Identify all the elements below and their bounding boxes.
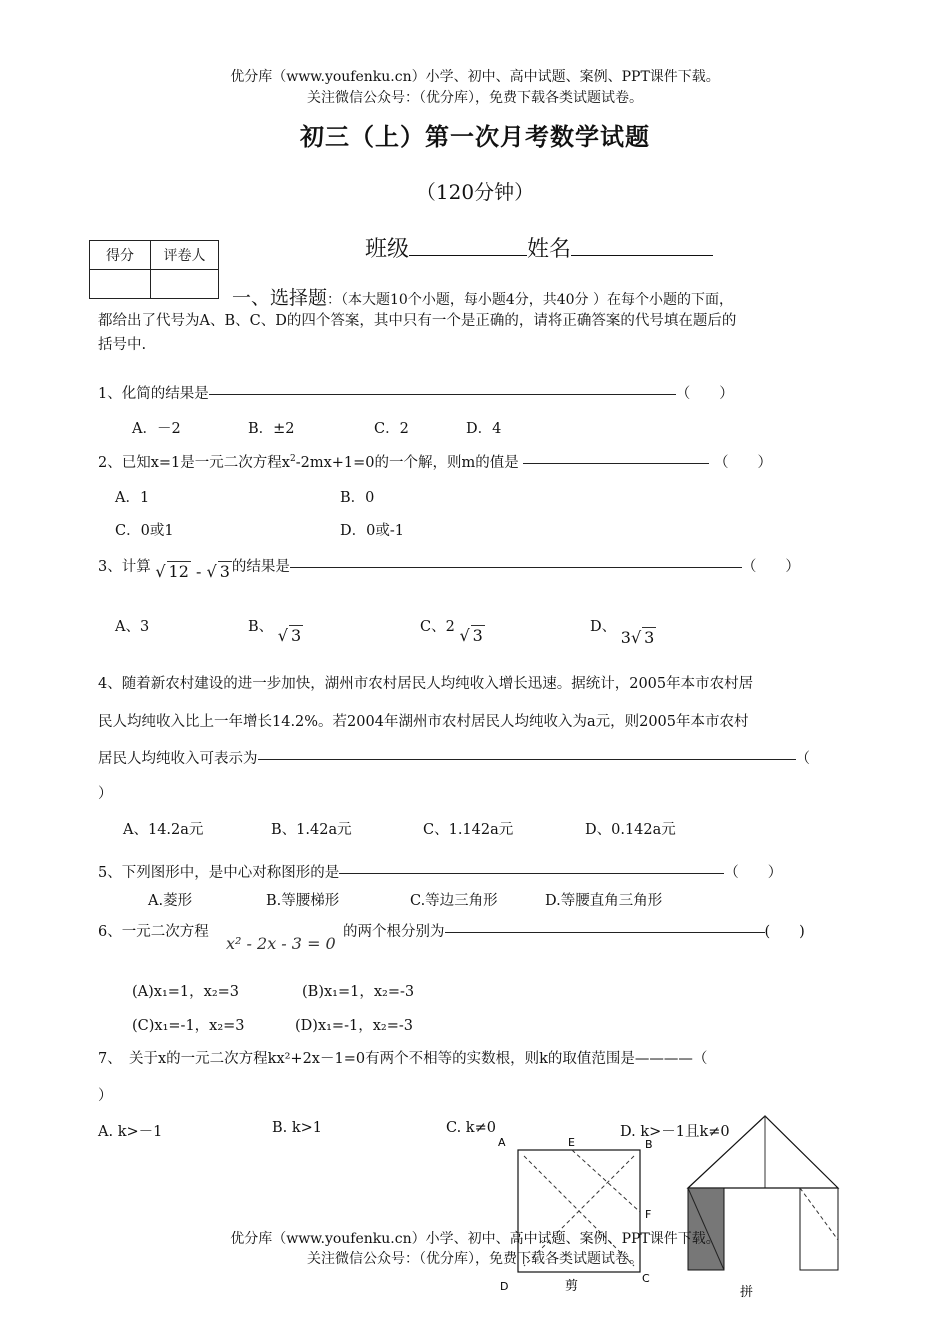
- q2-leader: [523, 463, 709, 464]
- q4-option-c[interactable]: C、1.142a元: [423, 822, 514, 838]
- q4-leader: [258, 759, 796, 760]
- q5-paren[interactable]: （ ）: [724, 865, 783, 881]
- q3-option-d[interactable]: [590, 615, 656, 647]
- exam-duration: （120分钟）: [415, 180, 535, 204]
- q3-option-c[interactable]: [420, 615, 485, 645]
- name-label: 姓名: [527, 237, 572, 262]
- label-e: E: [568, 1136, 575, 1149]
- q6-option-b[interactable]: (B)x₁=1，x₂=-3: [302, 984, 415, 1000]
- q1-option-c[interactable]: C．2: [374, 421, 409, 437]
- q3-option-b[interactable]: [248, 615, 303, 645]
- cut-square-figure: [490, 1130, 670, 1300]
- section-instructions-2: 都给出了代号为A、B、C、D的四个答案，其中只有一个是正确的，请将正确答案的代号填在题后的: [98, 313, 737, 329]
- label-d: D: [500, 1280, 509, 1293]
- q6-tail: 的两个根分别为: [343, 924, 445, 940]
- q3-option-d-label: D、: [590, 619, 617, 635]
- q4-line-3-text: 居民人均纯收入可表示为: [98, 751, 258, 767]
- q4-line-3: [98, 747, 810, 768]
- section-heading: 一、选择题: [232, 287, 328, 309]
- q7-option-b[interactable]: B. k>1: [272, 1120, 323, 1136]
- question-5: [98, 861, 782, 882]
- q2-option-c[interactable]: C．0或1: [115, 523, 174, 539]
- q4-option-d[interactable]: D、0.142a元: [585, 822, 676, 838]
- name-blank[interactable]: [571, 255, 713, 256]
- q6-option-c[interactable]: (C)x₁=-1，x₂=3: [132, 1018, 245, 1034]
- score-cell[interactable]: [90, 270, 151, 299]
- section-heading-row: [232, 283, 733, 310]
- score-header: 得分: [90, 241, 151, 270]
- q3-radicand-a: 12: [168, 562, 189, 581]
- q6-equation: x² - 2x - 3 = 0: [226, 934, 336, 953]
- footer-line-1: 优分库（www.youfenku.cn）小学、初中、高中试题、案例、PPT课件下载。: [230, 1231, 720, 1247]
- q3-option-c-value: √ 3: [459, 626, 483, 645]
- label-f: F: [645, 1208, 652, 1221]
- grader-cell[interactable]: [151, 270, 219, 299]
- q3-option-c-label: C、2: [420, 619, 455, 635]
- footer-line-2: 关注微信公众号：（优分库），免费下载各类试题试卷。: [307, 1251, 643, 1267]
- grader-header: 评卷人: [151, 241, 219, 270]
- q1-stem: 1、化简的结果是: [98, 386, 209, 402]
- q3-option-b-label: B、: [248, 619, 274, 635]
- q4-line-1: 4、随着新农村建设的进一步加快，湖州市农村居民人均纯收入增长迅速。据统计，2005年本市农村居: [98, 676, 754, 692]
- q3-radicand-b: 3: [219, 562, 230, 581]
- label-a: A: [498, 1136, 506, 1149]
- q7-line-2: ）: [98, 1088, 113, 1104]
- score-table: [89, 240, 219, 299]
- q5-leader: [339, 873, 724, 874]
- q2-paren[interactable]: （ ）: [713, 455, 772, 471]
- q4-option-b[interactable]: B、1.42a元: [271, 822, 352, 838]
- header-line-2: 关注微信公众号：（优分库），免费下载各类试题试卷。: [307, 90, 643, 106]
- q2-stem-a: 2、已知x=1是一元二次方程x: [98, 455, 290, 471]
- q5-option-d[interactable]: D.等腰直角三角形: [545, 893, 663, 909]
- q6-leader: [445, 932, 765, 933]
- caption-assemble: 拼: [740, 1285, 754, 1300]
- q6-tail-row: [343, 920, 805, 941]
- header-line-1: 优分库（www.youfenku.cn）小学、初中、高中试题、案例、PPT课件下载。: [230, 69, 720, 85]
- class-blank[interactable]: [409, 255, 527, 256]
- q7-option-c[interactable]: C. k≠0: [446, 1120, 496, 1136]
- q3-minus: -: [190, 562, 207, 581]
- page-title: 初三（上）第一次月考数学试题: [300, 122, 650, 151]
- q6-option-d[interactable]: (D)x₁=-1，x₂=-3: [295, 1018, 413, 1034]
- q2-stem-b: -2mx+1=0的一个解，则m的值是: [295, 455, 519, 471]
- question-6-stem: 6、一元二次方程: [98, 924, 209, 940]
- q7-option-d[interactable]: D. k>－1且k≠0: [620, 1124, 730, 1140]
- q3-option-d-radicand: 3: [644, 628, 655, 647]
- q2-option-a[interactable]: A．1: [115, 490, 150, 506]
- q1-paren[interactable]: （ ）: [675, 386, 734, 402]
- q5-option-b[interactable]: B.等腰梯形: [266, 893, 340, 909]
- q7-option-a[interactable]: A. k>－1: [98, 1124, 163, 1140]
- q3-leader: [290, 567, 742, 568]
- q4-paren-open[interactable]: （: [795, 751, 810, 767]
- q2-option-d[interactable]: D．0或-1: [340, 523, 404, 539]
- q3-tail: 的结果是: [231, 559, 290, 575]
- q7-line-1: 7、 关于x的一元二次方程kx²+2x－1=0有两个不相等的实数根，则k的取值范围是————（: [98, 1051, 708, 1067]
- section-note: ：（本大题10个小题，每小题4分，共40分 ）在每个小题的下面，: [327, 292, 734, 308]
- q4-line-2: 民人均纯收入比上一年增长14.2%。若2004年湖州市农村居民人均纯收入为a元，则2005年本市农村: [98, 714, 749, 730]
- q3-expression: √ 12 - √ 3: [155, 562, 230, 581]
- q5-stem: 5、下列图形中，是中心对称图形的是: [98, 865, 340, 881]
- cut-line-ef: [572, 1150, 640, 1212]
- assembled-figure: [680, 1110, 850, 1300]
- q3-option-b-value: √ 3: [277, 626, 302, 645]
- q5-option-c[interactable]: C.等边三角形: [410, 893, 498, 909]
- q3-option-c-radicand: 3: [472, 626, 483, 645]
- q3-option-d-coef: 3: [620, 628, 631, 647]
- q3-option-a[interactable]: A、3: [115, 619, 150, 635]
- label-c: C: [642, 1272, 650, 1285]
- q1-leader: [209, 394, 676, 395]
- question-3: [98, 555, 800, 581]
- class-label: 班级: [365, 237, 410, 262]
- q5-option-a[interactable]: A.菱形: [148, 893, 193, 909]
- q6-option-a[interactable]: (A)x₁=1，x₂=3: [132, 984, 240, 1000]
- q6-paren[interactable]: ( ): [764, 924, 805, 940]
- q3-paren[interactable]: （ ）: [741, 559, 800, 575]
- q2-sup: 2: [289, 454, 296, 465]
- q3-option-b-radicand: 3: [290, 626, 302, 645]
- q4-option-a[interactable]: A、14.2a元: [123, 822, 204, 838]
- q2-option-b[interactable]: B．0: [340, 490, 375, 506]
- caption-cut: 剪: [565, 1279, 579, 1294]
- roof-triangle: [688, 1116, 838, 1188]
- q4-paren-close: ）: [98, 786, 113, 802]
- q1-option-b[interactable]: B．±2: [248, 421, 295, 437]
- q1-option-d[interactable]: D．4: [466, 421, 502, 437]
- question-1: [98, 382, 734, 403]
- q3-option-d-value: 3√ 3: [620, 628, 655, 647]
- section-instructions-3: 括号中.: [98, 337, 147, 353]
- class-name-row: [365, 232, 713, 263]
- question-2: [98, 451, 772, 472]
- q1-option-a[interactable]: A．－2: [132, 421, 181, 437]
- label-b: B: [645, 1138, 653, 1151]
- q3-stem: 3、计算: [98, 559, 151, 575]
